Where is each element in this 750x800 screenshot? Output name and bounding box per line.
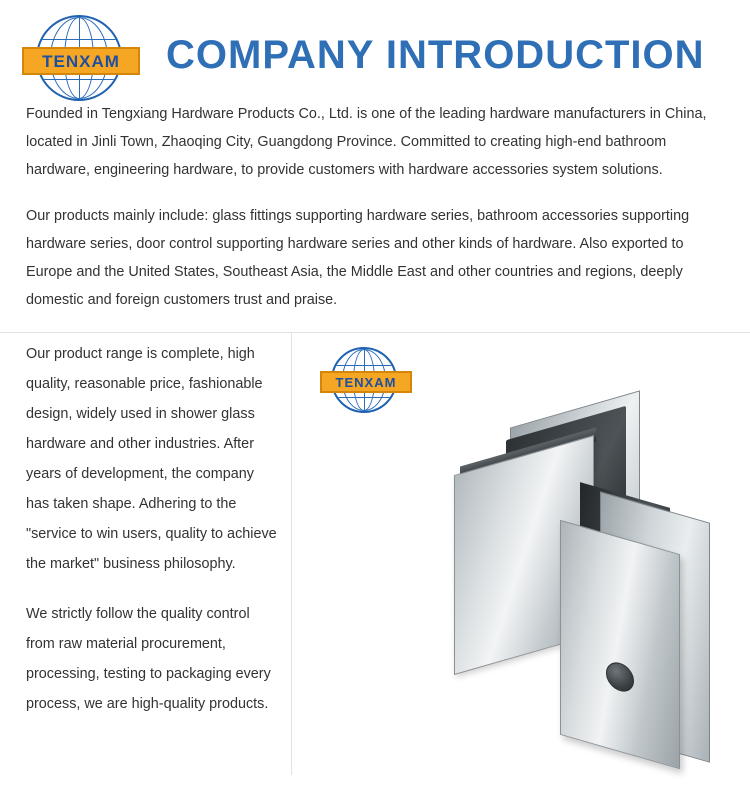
- lower-paragraph-2: We strictly follow the quality control from raw material procurement, processing, testing to packaging every process, we are high-quality products.: [26, 606, 271, 712]
- intro-paragraph-1: Founded in Tengxiang Hardware Products Co., Ltd. is one of the leading hardware manufacturers in China, located in Jinli Town, Zhaoqing City, Guangdong Province. Committed to creating high-end bathroom hardware, engineering hardware, to provide customers with hardware accessories system solutions.: [26, 106, 707, 178]
- company-logo-small: [320, 343, 412, 415]
- product-right-front-plate: [560, 520, 680, 769]
- logo-ribbon: [320, 371, 412, 393]
- company-logo: [22, 9, 140, 101]
- logo-ribbon: [22, 47, 140, 75]
- lower-left-column: [0, 333, 292, 775]
- page-title: COMPANY INTRODUCTION: [166, 32, 705, 77]
- product-photo: [410, 409, 740, 769]
- lower-right-column: [292, 333, 750, 775]
- lower-section: [0, 332, 750, 775]
- logo-brand-text: TENXAM: [42, 51, 120, 71]
- lower-paragraph-1: Our product range is complete, high quality, reasonable price, fashionable design, widely used in shower glass hardware and other industries. After years of development, the company has taken shape. Adhering to the "service to win users, quality to achieve the market" business philosophy.: [26, 346, 277, 572]
- intro-section: [0, 100, 750, 314]
- logo-brand-text: TENXAM: [335, 374, 397, 390]
- intro-paragraph-2: Our products mainly include: glass fittings supporting hardware series, bathroom accessories supporting hardware series, door control supporting hardware series and other kinds of hardware. Also exported to Europe and the United States, Southeast Asia, the Middle East and other countries and regions, deeply domestic and foreign customers trust and praise.: [26, 208, 690, 308]
- page-header: [0, 0, 750, 100]
